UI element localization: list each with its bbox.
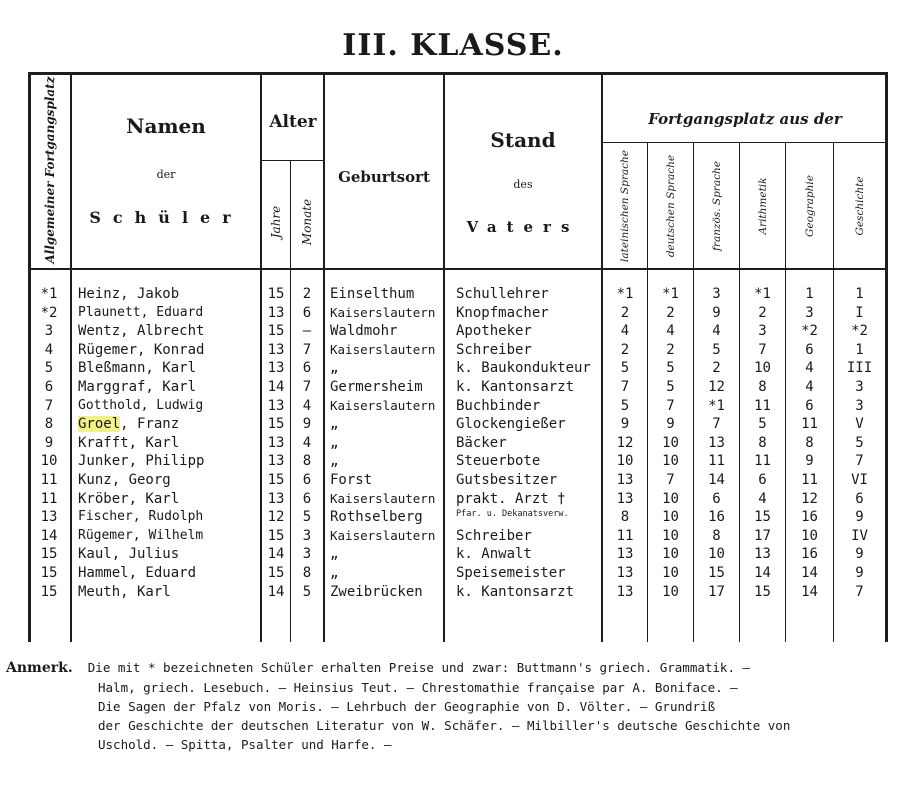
cell-ges: VI [851,472,868,488]
cell-ari: 2 [758,304,767,321]
footnote-line: Die Sagen der Pfalz von Moris. — Lehrbuch der Geographie von D. Völter. — Grundriß [98,699,716,714]
cell-geo: 12 [801,490,818,507]
cell-deu: 9 [666,416,675,433]
highlighted-surname: Groel [78,416,121,433]
cell-ari: *1 [754,286,771,302]
cell-ari: 17 [754,527,771,544]
subject-header-latin: lateinischen Sprache [619,150,631,262]
cell-rank: 10 [40,453,58,470]
cell-name: Meuth, Karl [78,583,171,600]
footnote [6,658,896,754]
header-bottom-rule [28,268,888,270]
cell-place: Kaiserslautern [330,527,436,543]
name-header-3: Schüler [89,208,243,227]
months-header: Monate [300,198,314,246]
cell-rank: 15 [40,546,58,563]
cell-lat: 13 [616,472,634,488]
cell-rank: 3 [44,323,54,340]
cell-lat: *1 [616,286,634,302]
cell-place: „ [330,453,339,470]
cell-geo: 6 [805,341,814,358]
stand-header-2: des [513,178,533,191]
cell-ges: III [846,360,873,377]
cell-years: 13 [267,453,285,470]
cell-years: 13 [267,360,285,377]
cell-years: 13 [267,304,285,321]
cell-place: „ [330,565,339,581]
cell-deu: 5 [666,360,675,377]
cell-fra: 4 [712,323,721,340]
cell-ari: 15 [754,583,771,600]
subject-header-history: Geschichte [854,176,866,236]
age-sub-rule [260,160,324,161]
cell-ges: 1 [855,341,864,358]
cell-place: „ [330,546,339,563]
cell-months: 9 [302,416,312,433]
cell-father: Buchbinder [456,397,541,414]
cell-months: 5 [302,583,312,600]
progress-sub-rule [601,142,887,143]
cell-ari: 5 [758,416,767,433]
cell-years: 12 [267,509,285,526]
cell-father: Steuerbote [456,453,541,470]
cell-ges: 9 [855,565,864,581]
cell-fra: 14 [708,472,725,488]
cell-years: 15 [267,472,285,488]
cell-geo: 14 [801,565,818,581]
cell-ges: 5 [855,434,864,451]
rank-header: Allgemeiner Fortgangsplatz [43,76,57,264]
cell-lat: 4 [620,323,630,340]
cell-months: 4 [302,397,312,414]
cell-deu: 7 [666,472,675,488]
cell-lat: 5 [620,397,630,414]
cell-father: Apotheker [456,323,532,340]
cell-father: Glockengießer [456,416,566,433]
cell-ges: *2 [851,323,868,340]
cell-ges: I [855,304,864,321]
col-rule [323,72,325,642]
cell-fra: 5 [712,341,721,358]
cell-years: 13 [267,490,285,507]
cell-rank: 13 [40,509,58,526]
cell-father: k. Anwalt [456,546,532,563]
cell-ges: 3 [855,379,864,395]
cell-deu: 10 [662,509,679,526]
footnote-line: Halm, griech. Lesebuch. — Heinsius Teut. — Chrestomathie française par A. Boniface. — [98,680,738,695]
cell-place: „ [330,416,339,433]
cell-lat: 9 [620,416,630,433]
cell-deu: 10 [662,546,679,563]
subject-header-geography: Geographie [804,175,816,237]
cell-lat: 13 [616,546,634,563]
page-title: III. KLASSE. [342,28,564,63]
cell-ari: 8 [758,379,767,395]
cell-father: k. Baukondukteur [456,360,591,377]
cell-name: Junker, Philipp [78,453,205,470]
table-border-top [28,72,888,75]
cell-name: Rügemer, Wilhelm [78,527,204,543]
cell-lat: 13 [616,490,634,507]
cell-ari: 13 [754,546,771,563]
cell-months: 6 [302,360,312,377]
cell-fra: 17 [708,583,725,600]
cell-place: Germersheim [330,379,423,395]
footnote-line: der Geschichte der deutschen Literatur von W. Schäfer. — Milbiller's deutsche Geschichte von [98,718,791,733]
cell-rank: 15 [40,565,58,581]
col-rule [70,72,72,642]
footnote-line: Uschold. — Spitta, Psalter und Harfe. — [98,737,392,752]
cell-rank: 15 [40,583,58,600]
cell-rank: 14 [40,527,58,544]
cell-name: Marggraf, Karl [78,379,197,395]
cell-deu: 10 [662,490,679,507]
footnote-label: Anmerk. [6,660,73,676]
cell-place: Kaiserslautern [330,397,436,413]
cell-deu: 10 [662,434,679,451]
cell-deu: 4 [666,323,675,340]
cell-ges: 7 [855,583,864,600]
cell-deu: 10 [662,453,679,470]
cell-geo: 3 [805,304,814,321]
cell-name: Bleßmann, Karl [78,360,197,377]
stand-header-1: Stand [490,128,556,152]
cell-place: Kaiserslautern [330,490,436,506]
cell-ari: 3 [758,323,767,340]
cell-lat: 11 [616,527,634,544]
cell-ari: 11 [754,453,771,470]
stand-header-3: Vaters [466,218,580,236]
cell-months: 6 [302,490,312,507]
cell-geo: 10 [801,527,818,544]
cell-geo: 6 [805,397,814,414]
cell-name: Rügemer, Konrad [78,341,205,358]
cell-deu: 7 [666,397,675,414]
cell-rank: 4 [44,341,54,358]
cell-rank: 6 [44,379,54,395]
cell-fra: 12 [708,379,725,395]
cell-fra: 6 [712,490,721,507]
cell-ges: 9 [855,509,864,526]
cell-name: Hammel, Eduard [78,565,197,581]
cell-name: Groel, Franz [78,416,180,433]
cell-years: 14 [267,379,285,395]
cell-lat: 13 [616,583,634,600]
cell-deu: 10 [662,527,679,544]
progress-header: Fortgangsplatz aus der [648,110,842,128]
cell-ges: 9 [855,546,864,563]
cell-place: Zweibrücken [330,583,423,600]
cell-months: 3 [302,527,312,544]
cell-deu: 2 [666,341,675,358]
cell-fra: 9 [712,304,721,321]
cell-name: Fischer, Rudolph [78,509,204,525]
cell-months: 8 [302,453,312,470]
cell-place: Kaiserslautern [330,341,436,357]
cell-ges: 6 [855,490,864,507]
cell-years: 13 [267,397,285,414]
cell-fra: 10 [708,546,725,563]
cell-rank: 9 [44,434,54,451]
cell-fra: 8 [712,527,721,544]
cell-father: Schreiber [456,341,532,358]
cell-months: 7 [302,341,312,358]
subject-header-arithmetic: Arithmetik [757,177,769,235]
cell-fra: 11 [708,453,725,470]
cell-father: Gutsbesitzer [456,472,558,488]
cell-months: 6 [302,304,312,321]
cell-years: 13 [267,434,285,451]
cell-ari: 14 [754,565,771,581]
table-border-right [885,72,888,642]
cell-months: 5 [302,509,312,526]
cell-father: k. Kantonsarzt [456,379,575,395]
cell-place: Rothselberg [330,509,423,526]
cell-years: 13 [267,341,285,358]
cell-geo: 16 [801,509,818,526]
cell-rank: *2 [40,304,58,321]
cell-months: 2 [302,286,312,302]
cell-father: prakt. Arzt † [456,490,566,507]
cell-lat: 5 [620,360,630,377]
name-header-1: Namen [126,114,206,138]
cell-ges: 3 [855,397,864,414]
cell-ges: IV [851,527,868,544]
cell-father: Schreiber [456,527,532,544]
cell-place: „ [330,434,339,451]
birthplace-header: Geburtsort [338,168,430,186]
cell-fra: 16 [708,509,725,526]
cell-years: 15 [267,286,285,302]
cell-fra: 3 [712,286,721,302]
cell-ari: 7 [758,341,767,358]
cell-rank: 8 [44,416,54,433]
cell-lat: 12 [616,434,634,451]
cell-father: Pfar. u. Dekanatsverw. [456,509,569,520]
cell-months: 4 [302,434,312,451]
cell-deu: 10 [662,565,679,581]
cell-father: Knopfmacher [456,304,549,321]
cell-ari: 6 [758,472,767,488]
cell-months: 6 [302,472,312,488]
cell-rank: *1 [40,286,58,302]
cell-months: 8 [302,565,312,581]
cell-place: Kaiserslautern [330,304,436,320]
cell-lat: 8 [620,509,630,526]
cell-geo: 1 [805,286,814,302]
cell-rank: 7 [44,397,54,414]
cell-deu: 10 [662,583,679,600]
cell-geo: *2 [801,323,818,340]
cell-deu: *1 [662,286,679,302]
cell-years: 14 [267,546,285,563]
cell-geo: 11 [801,416,818,433]
cell-father: k. Kantonsarzt [456,583,575,600]
cell-deu: 2 [666,304,675,321]
cell-lat: 2 [620,304,630,321]
cell-years: 15 [267,323,285,340]
footnote-line: Die mit * bezeichneten Schüler erhalten Preise und zwar: Buttmann's griech. Grammatik. — [87,660,751,675]
cell-fra: 2 [712,360,721,377]
col-rule [443,72,445,642]
cell-geo: 16 [801,546,818,563]
cell-years: 15 [267,565,285,581]
cell-name: Krafft, Karl [78,434,180,451]
cell-geo: 4 [805,379,814,395]
cell-geo: 14 [801,583,818,600]
cell-ges: V [855,416,864,433]
cell-name: Kunz, Georg [78,472,171,488]
cell-name: Gotthold, Ludwig [78,397,204,413]
age-header: Alter [269,112,317,132]
cell-years: 15 [267,527,285,544]
cell-lat: 2 [620,341,630,358]
cell-lat: 13 [616,565,634,581]
cell-lat: 7 [620,379,630,395]
cell-months: — [302,323,312,340]
cell-ari: 8 [758,434,767,451]
grade-table [28,72,888,642]
years-header: Jahre [269,205,283,239]
cell-name: Kröber, Karl [78,490,180,507]
cell-name: Wentz, Albrecht [78,323,205,340]
cell-years: 15 [267,416,285,433]
cell-place: Einselthum [330,286,415,302]
subject-header-german: deutschen Sprache [665,154,677,258]
cell-geo: 9 [805,453,814,470]
cell-place: Waldmohr [330,323,398,340]
cell-father: Speisemeister [456,565,566,581]
cell-ari: 4 [758,490,767,507]
cell-years: 14 [267,583,285,600]
cell-geo: 4 [805,360,814,377]
cell-geo: 8 [805,434,814,451]
cell-fra: *1 [708,397,725,414]
cell-fra: 15 [708,565,725,581]
cell-name: Plaunett, Eduard [78,304,204,320]
cell-fra: 13 [708,434,725,451]
cell-fra: 7 [712,416,721,433]
cell-father: Schullehrer [456,286,549,302]
cell-father: Bäcker [456,434,507,451]
cell-name: Kaul, Julius [78,546,180,563]
cell-months: 7 [302,379,312,395]
cell-place: „ [330,360,339,377]
cell-name: Heinz, Jakob [78,286,180,302]
name-header-2: der [156,168,176,181]
cell-ges: 7 [855,453,864,470]
cell-geo: 11 [801,472,818,488]
cell-place: Forst [330,472,373,488]
cell-rank: 5 [44,360,54,377]
subject-header-french: französ. Sprache [711,161,723,251]
cell-deu: 5 [666,379,675,395]
cell-ari: 15 [754,509,771,526]
cell-months: 3 [302,546,312,563]
cell-ges: 1 [855,286,864,302]
cell-lat: 10 [616,453,634,470]
cell-ari: 11 [754,397,771,414]
cell-rank: 11 [40,490,58,507]
cell-rank: 11 [40,472,58,488]
cell-ari: 10 [754,360,771,377]
